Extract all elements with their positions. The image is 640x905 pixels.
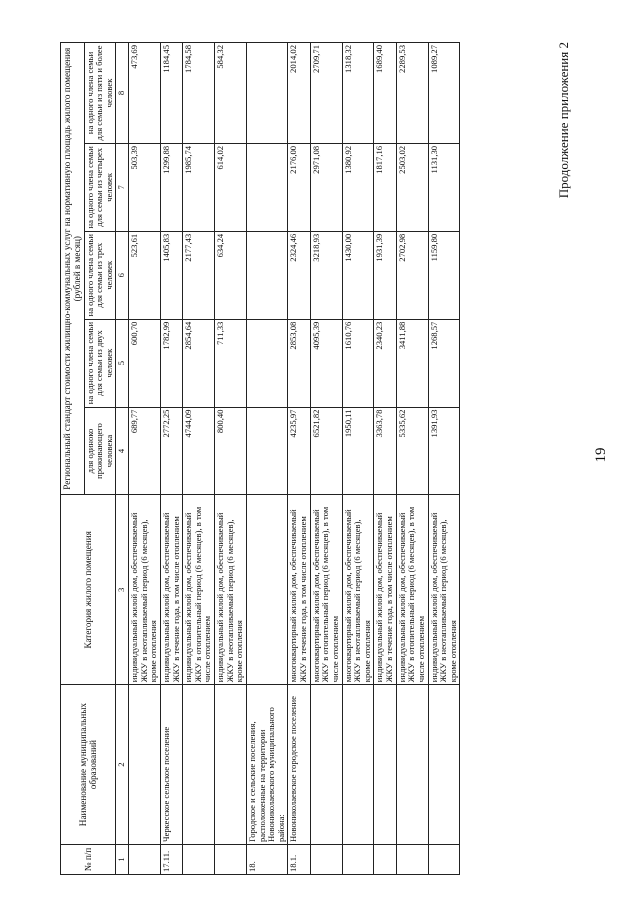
continuation-label: Продолжение приложения 2 xyxy=(556,42,571,199)
value-single: 1391,93 xyxy=(428,407,460,495)
col-number-7: 7 xyxy=(116,143,129,231)
col-number-1: 1 xyxy=(116,845,129,875)
value-family-3: 1430,00 xyxy=(342,231,374,319)
row-no xyxy=(428,845,460,875)
value-family-4: 503,39 xyxy=(129,143,161,231)
row-municipality xyxy=(396,685,428,845)
row-category xyxy=(246,495,288,685)
row-no xyxy=(310,845,342,875)
value-single: 4235,97 xyxy=(288,407,310,495)
row-municipality xyxy=(428,685,460,845)
tariff-table xyxy=(60,42,460,875)
row-municipality xyxy=(374,685,396,845)
page-number xyxy=(593,435,613,475)
col-number-5: 5 xyxy=(116,319,129,407)
table-row xyxy=(374,43,396,875)
value-family-2: 711,33 xyxy=(215,319,247,407)
value-family-3: 1931,39 xyxy=(374,231,396,319)
value-family-2: 1782,99 xyxy=(160,319,182,407)
table-row xyxy=(129,43,161,875)
page-number-text: 19 xyxy=(593,447,609,463)
value-family-5: 2289,53 xyxy=(396,43,428,144)
col-number-6: 6 xyxy=(116,231,129,319)
value-single: 3363,78 xyxy=(374,407,396,495)
row-no xyxy=(215,845,247,875)
row-municipality xyxy=(183,685,215,845)
table-row xyxy=(215,43,247,875)
row-no xyxy=(374,845,396,875)
header-sub-3: на одного члена семьи для семьи из трех человек xyxy=(84,231,116,319)
value-family-5: 1689,40 xyxy=(374,43,396,144)
row-category: индивидуальный жилой дом, обеспечиваемый ЖКУ в течение года, в том числе отоплением xyxy=(374,495,396,685)
value-family-4: 1985,74 xyxy=(183,143,215,231)
row-category: многоквартирный жилой дом, обеспечиваемый ЖКУ в отопительный период (6 месяцев), в том числе отоплением xyxy=(310,495,342,685)
row-no: 18. xyxy=(246,845,288,875)
value-family-3: 634,24 xyxy=(215,231,247,319)
table-row xyxy=(246,43,288,875)
value-family-5: 1184,45 xyxy=(160,43,182,144)
value-family-3: 523,61 xyxy=(129,231,161,319)
value-family-5: 2014,02 xyxy=(288,43,310,144)
table-row xyxy=(160,43,182,875)
row-category: многоквартирный жилой дом, обеспечиваемый ЖКУ в течение года, в том числе отоплением xyxy=(288,495,310,685)
row-category: индивидуальный жилой дом, обеспечиваемый ЖКУ в отопительный период (6 месяцев), в том числе отоплением xyxy=(396,495,428,685)
value-family-2: 2853,08 xyxy=(288,319,310,407)
value-family-3: 1405,83 xyxy=(160,231,182,319)
row-category: многоквартирный жилой дом, обеспечиваемый ЖКУ в неотапливаемый период (6 месяцев), кроме отопления xyxy=(342,495,374,685)
value-family-4: 2971,08 xyxy=(310,143,342,231)
value-family-2: 2340,23 xyxy=(374,319,396,407)
value-family-4: 1380,92 xyxy=(342,143,374,231)
header-category: Категория жилого помещения xyxy=(61,495,116,685)
value-family-5: 1784,58 xyxy=(183,43,215,144)
value-family-2: 2854,64 xyxy=(183,319,215,407)
value-family-5 xyxy=(246,43,288,144)
value-family-4: 614,02 xyxy=(215,143,247,231)
value-single: 5335,62 xyxy=(396,407,428,495)
row-category: индивидуальный жилой дом, обеспечиваемый ЖКУ в неотапливаемый период (6 месяцев), кроме отопления xyxy=(428,495,460,685)
value-family-4: 1299,88 xyxy=(160,143,182,231)
col-number-4: 4 xyxy=(116,407,129,495)
value-family-4: 2176,00 xyxy=(288,143,310,231)
table-row xyxy=(396,43,428,875)
value-single: 1950,11 xyxy=(342,407,374,495)
value-family-5: 584,32 xyxy=(215,43,247,144)
table-row xyxy=(183,43,215,875)
value-family-4: 1817,16 xyxy=(374,143,396,231)
col-number-2: 2 xyxy=(116,685,129,845)
row-category: индивидуальный жилой дом, обеспечиваемый ЖКУ в неотапливаемый период (6 месяцев), кроме отопления xyxy=(215,495,247,685)
value-family-3: 2702,98 xyxy=(396,231,428,319)
value-single: 800,40 xyxy=(215,407,247,495)
row-category: индивидуальный жилой дом, обеспечиваемый ЖКУ в течение года, в том числе отоплением xyxy=(160,495,182,685)
row-no xyxy=(129,845,161,875)
value-family-2: 3411,88 xyxy=(396,319,428,407)
col-number-3: 3 xyxy=(116,495,129,685)
row-municipality: Новониколаевское городское поселение xyxy=(288,685,310,845)
header-no: № п/п xyxy=(61,845,116,875)
header-standard: Региональный стандарт стоимости жилищно-коммунальных услуг на нормативную площадь жилого помещения (рублей в месяц) xyxy=(61,43,85,495)
value-family-4 xyxy=(246,143,288,231)
row-municipality xyxy=(215,685,247,845)
table-row xyxy=(310,43,342,875)
value-single xyxy=(246,407,288,495)
value-single: 689,77 xyxy=(129,407,161,495)
header-sub-1: для одиноко проживающего человека xyxy=(84,407,116,495)
value-family-2: 4095,39 xyxy=(310,319,342,407)
header-municipality: Наименование муниципальных образований xyxy=(61,685,116,845)
value-family-3 xyxy=(246,231,288,319)
value-single: 6521,82 xyxy=(310,407,342,495)
row-no: 18.1. xyxy=(288,845,310,875)
row-no xyxy=(342,845,374,875)
row-category: индивидуальный жилой дом, обеспечиваемый ЖКУ в отопительный период (6 месяцев), в том числе отоплением xyxy=(183,495,215,685)
value-family-3: 3218,93 xyxy=(310,231,342,319)
value-family-3: 2177,43 xyxy=(183,231,215,319)
value-family-5: 2709,71 xyxy=(310,43,342,144)
table-row xyxy=(288,43,310,875)
value-family-5: 1318,32 xyxy=(342,43,374,144)
row-no xyxy=(396,845,428,875)
value-family-3: 1159,80 xyxy=(428,231,460,319)
row-no: 17.11. xyxy=(160,845,182,875)
table-row xyxy=(342,43,374,875)
col-number-8: 8 xyxy=(116,43,129,144)
value-family-4: 2503,02 xyxy=(396,143,428,231)
value-single: 2772,25 xyxy=(160,407,182,495)
value-family-2 xyxy=(246,319,288,407)
row-municipality xyxy=(129,685,161,845)
row-no xyxy=(183,845,215,875)
row-municipality: Городское и сельские поселения, расположенные на территории Новониколаевского муниципального района: xyxy=(246,685,288,845)
value-family-2: 1610,76 xyxy=(342,319,374,407)
value-family-3: 2324,46 xyxy=(288,231,310,319)
header-sub-4: на одного члена семьи для семьи из четырех человек xyxy=(84,143,116,231)
row-municipality xyxy=(310,685,342,845)
value-family-2: 1268,57 xyxy=(428,319,460,407)
value-family-5: 1089,27 xyxy=(428,43,460,144)
value-family-5: 473,69 xyxy=(129,43,161,144)
header-sub-5: на одного члена семьи для семьи из пяти и более человек xyxy=(84,43,116,144)
table-row xyxy=(428,43,460,875)
header-sub-2: на одного члена семьи для семьи из двух человек xyxy=(84,319,116,407)
value-family-2: 600,70 xyxy=(129,319,161,407)
row-municipality: Черкесское сельское поселение xyxy=(160,685,182,845)
value-family-4: 1131,30 xyxy=(428,143,460,231)
value-single: 4744,09 xyxy=(183,407,215,495)
row-category: индивидуальный жилой дом, обеспечиваемый ЖКУ в неотапливаемый период (6 месяцев), кроме отопления xyxy=(129,495,161,685)
row-municipality xyxy=(342,685,374,845)
